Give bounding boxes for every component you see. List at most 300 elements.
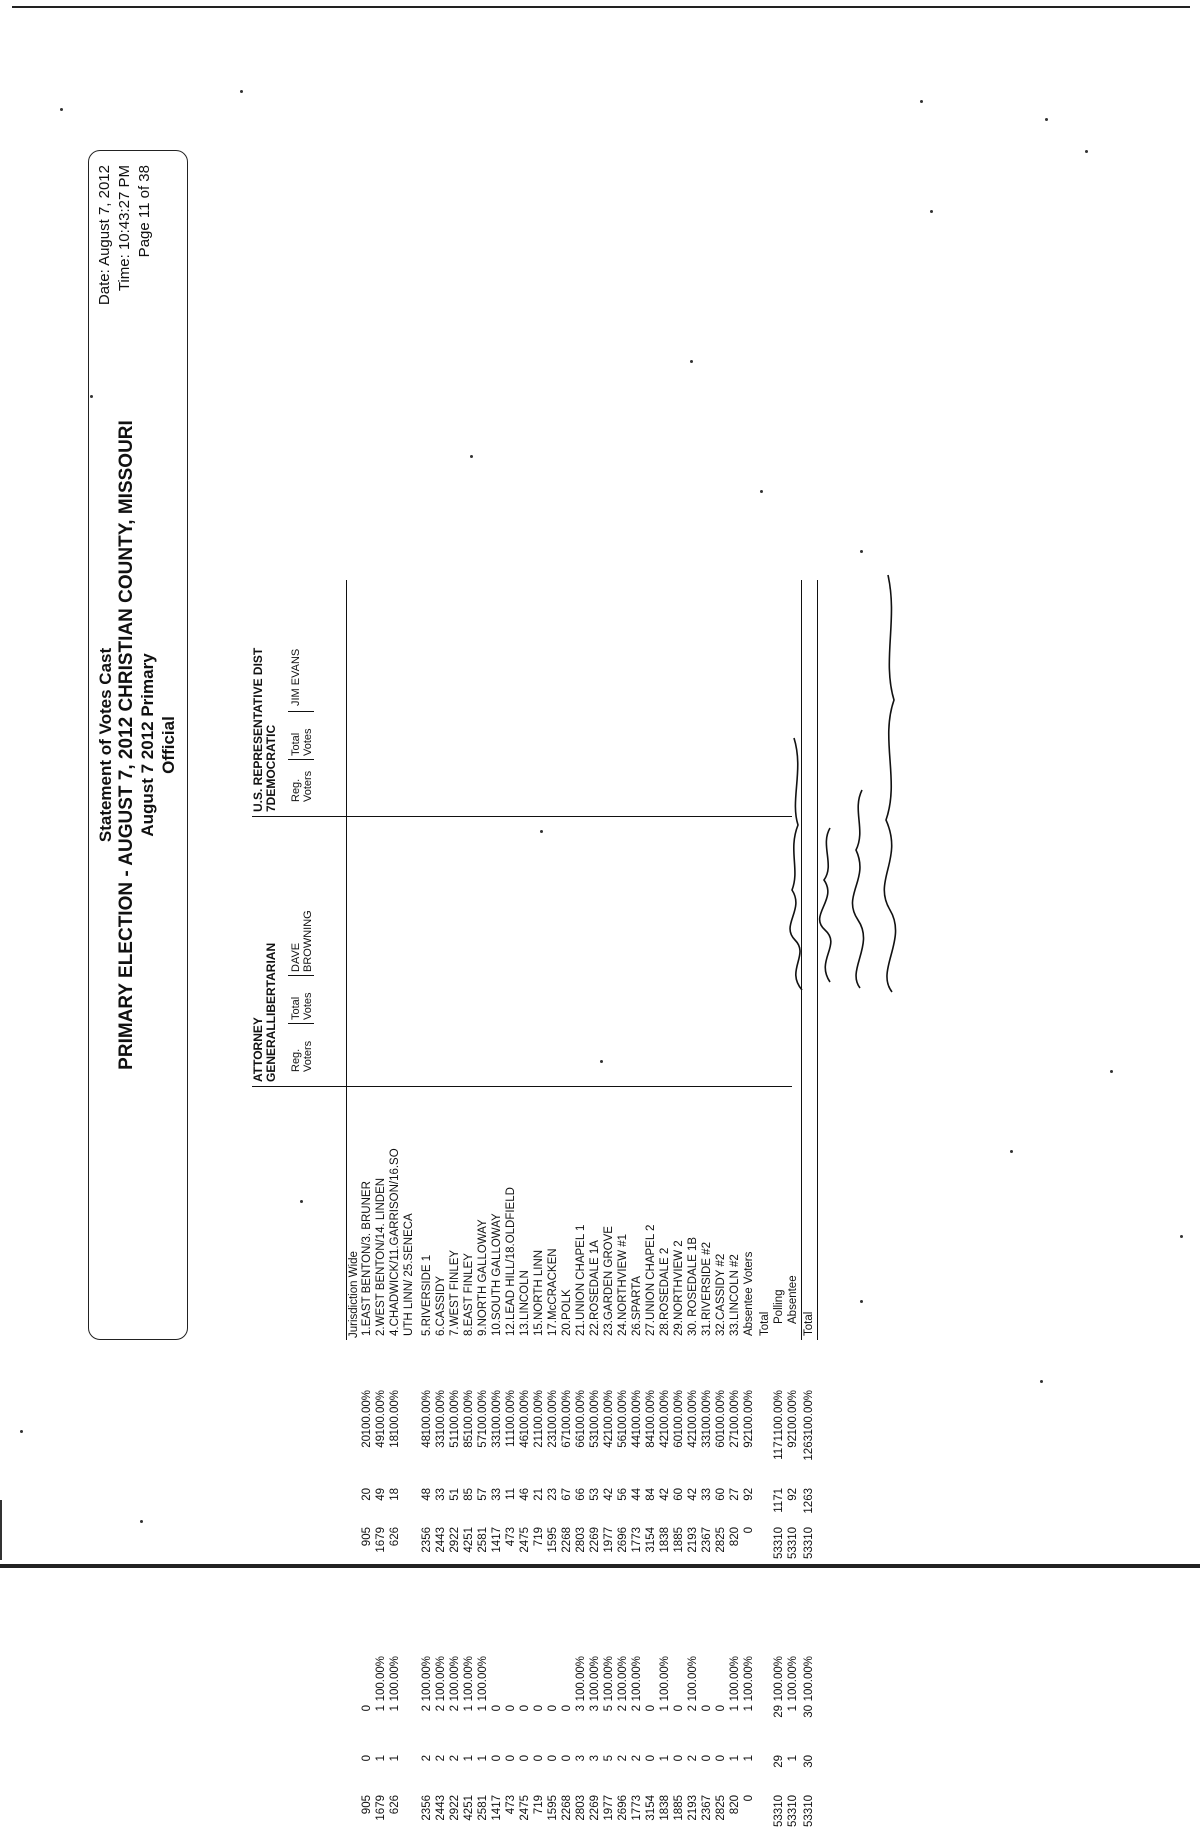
col-divider [288, 1023, 314, 1024]
cell-r1: 719 [533, 1795, 545, 1815]
jurisdiction-name: 22.ROSEDALE 1A [589, 1240, 601, 1336]
cell-t2: 57 [477, 1488, 489, 1501]
cell-t2: 56 [617, 1488, 629, 1501]
cell-t2: 42 [659, 1488, 671, 1501]
scan-border-bottom [0, 1564, 1200, 1568]
cell-c2: 56 [617, 1435, 629, 1448]
cell-p2: 100.00% [803, 1390, 815, 1436]
cell-p2: 100.00% [743, 1390, 755, 1436]
cell-c2: 42 [659, 1435, 671, 1448]
jurisdiction-name: UTH LINN/ 25.SENECA [403, 1213, 415, 1336]
cell-p1: 100.00% [729, 1656, 741, 1702]
cell-t1: 0 [533, 1755, 545, 1762]
cell-p2: 100.00% [435, 1390, 447, 1436]
cell-r2: 2475 [519, 1527, 531, 1553]
cell-r2: 4251 [463, 1527, 475, 1553]
cell-p2: 100.00% [701, 1390, 713, 1436]
cell-p1: 100.00% [375, 1656, 387, 1702]
cell-p1: 100.00% [687, 1656, 699, 1702]
jurisdiction-name: 2.WEST BENTON/14. LINDEN [375, 1177, 387, 1336]
scan-border-left [0, 1500, 2, 1560]
cell-r1: 53310 [773, 1795, 785, 1827]
cell-c2: 42 [603, 1435, 615, 1448]
cell-c1: 2 [449, 1705, 461, 1712]
cell-c2: 60 [673, 1435, 685, 1448]
cell-t2: 44 [631, 1488, 643, 1501]
jurisdiction-name: 28.ROSEDALE 2 [659, 1247, 671, 1336]
cell-r2: 1773 [631, 1527, 643, 1553]
cell-t1: 1 [743, 1755, 755, 1762]
jurisdiction-name: 29.NORTHVIEW 2 [673, 1240, 685, 1336]
cell-r1: 2356 [421, 1795, 433, 1821]
cell-c2: 1171 [773, 1435, 785, 1460]
scan-speck [1110, 1070, 1113, 1073]
col-divider [288, 759, 314, 760]
race2-reg-b: Voters [302, 770, 314, 802]
race1-total-b: Votes [302, 992, 314, 1020]
cell-p1: 100.00% [477, 1656, 489, 1702]
cell-t2: 85 [463, 1488, 475, 1501]
cell-r2: 2268 [561, 1527, 573, 1553]
cell-p2: 100.00% [533, 1390, 545, 1436]
cell-t2: 49 [375, 1488, 387, 1501]
cell-p1: 100.00% [617, 1656, 629, 1702]
cell-c1: 0 [701, 1705, 713, 1712]
cell-t1: 1 [787, 1755, 799, 1762]
cell-p2: 100.00% [603, 1390, 615, 1436]
jurisdiction-name: 5.RIVERSIDE 1 [421, 1254, 433, 1336]
race2-reg-a: Reg. [290, 778, 302, 802]
cell-p2: 100.00% [491, 1390, 503, 1436]
cell-p2: 100.00% [547, 1390, 559, 1436]
signature-3 [852, 790, 863, 988]
cell-p2: 100.00% [617, 1390, 629, 1436]
cell-p2: 100.00% [575, 1390, 587, 1436]
jurisdiction-name: 23.GARDEN GROVE [603, 1226, 615, 1336]
cell-c1: 29 [773, 1705, 785, 1718]
cell-c1: 0 [361, 1705, 373, 1712]
cell-t2: 53 [589, 1488, 601, 1501]
race2-title-b: 7DEMOCRATIC [264, 724, 278, 812]
cell-c2: 46 [519, 1435, 531, 1448]
cell-p2: 100.00% [389, 1390, 401, 1436]
cell-t1: 2 [435, 1755, 447, 1762]
signature-4 [884, 575, 895, 992]
cell-t2: 23 [547, 1488, 559, 1501]
election-subtitle: August 7 2012 Primary [138, 653, 157, 837]
cell-p1: 100.00% [803, 1656, 815, 1702]
cell-c2: 57 [477, 1435, 489, 1448]
jurisdiction-name: 26.SPARTA [631, 1275, 643, 1336]
cell-p1: 100.00% [421, 1656, 433, 1702]
cell-t2: 92 [787, 1488, 799, 1501]
jurisdiction-text: Jurisdiction Wide [348, 1251, 360, 1338]
cell-t2: 33 [491, 1488, 503, 1501]
cell-c2: 60 [715, 1435, 727, 1448]
cell-t1: 0 [561, 1755, 573, 1762]
cell-c1: 1 [463, 1705, 475, 1712]
cell-r1: 2367 [701, 1795, 713, 1821]
jurisdiction-name: 27.UNION CHAPEL 2 [645, 1224, 657, 1336]
cell-c1: 1 [743, 1705, 755, 1712]
cell-p1: 100.00% [449, 1656, 461, 1702]
cell-c1: 0 [519, 1705, 531, 1712]
cell-r1: 1977 [603, 1795, 615, 1821]
cell-p2: 100.00% [645, 1390, 657, 1436]
cell-c1: 0 [505, 1705, 517, 1712]
cell-t2: 21 [533, 1488, 545, 1501]
cell-p2: 100.00% [421, 1390, 433, 1436]
cell-r2: 473 [505, 1527, 517, 1547]
scan-speck [20, 1430, 23, 1433]
cell-t1: 2 [617, 1755, 629, 1762]
jurisdiction-name: 17.McCRACKEN [547, 1248, 559, 1336]
jurisdiction-name: 33.LINCOLN #2 [729, 1254, 741, 1336]
col-divider [288, 711, 314, 712]
cell-r1: 4251 [463, 1795, 475, 1821]
cell-r2: 626 [389, 1527, 401, 1547]
cell-r1: 1773 [631, 1795, 643, 1821]
cell-c1: 1 [787, 1705, 799, 1712]
cell-p2: 100.00% [687, 1390, 699, 1436]
cell-r2: 2193 [687, 1527, 699, 1553]
cell-t2: 92 [743, 1488, 755, 1501]
cell-t1: 0 [673, 1755, 685, 1762]
scan-speck [1010, 1150, 1013, 1153]
race1-total-a: Total [290, 996, 302, 1020]
jurisdiction-name: Polling [773, 1289, 785, 1324]
cell-t1: 1 [729, 1755, 741, 1762]
jurisdiction-name: 4.CHADWICK/11.GARRISON/16.SO [389, 1148, 401, 1336]
jurisdiction-name: Total [759, 1311, 771, 1336]
cell-r1: 2696 [617, 1795, 629, 1821]
cell-r2: 719 [533, 1527, 545, 1547]
cell-t2: 1171 [773, 1488, 785, 1513]
cell-t2: 84 [645, 1488, 657, 1501]
cell-t2: 46 [519, 1488, 531, 1501]
cell-r1: 2269 [589, 1795, 601, 1821]
cell-c2: 20 [361, 1435, 373, 1448]
cell-r1: 2922 [449, 1795, 461, 1821]
jurisdiction-name: 30. ROSEDALE 1B [687, 1236, 699, 1336]
cell-p2: 100.00% [375, 1390, 387, 1436]
cell-p2: 100.00% [505, 1390, 517, 1436]
cell-t2: 27 [729, 1488, 741, 1501]
cell-c2: 27 [729, 1435, 741, 1448]
race1-title-a: ATTORNEY [251, 1017, 265, 1082]
cell-t1: 30 [803, 1755, 815, 1768]
col-divider [288, 975, 314, 976]
cell-r1: 1838 [659, 1795, 671, 1821]
cell-p2: 100.00% [463, 1390, 475, 1436]
cell-c1: 0 [561, 1705, 573, 1712]
cell-c2: 11 [505, 1435, 517, 1447]
race1-title-b: GENERALLIBERTARIAN [264, 942, 278, 1082]
official-label: Official [159, 716, 178, 774]
cell-t1: 3 [575, 1755, 587, 1762]
cell-p2: 100.00% [729, 1390, 741, 1436]
cell-r2: 820 [729, 1527, 741, 1547]
scan-speck [60, 108, 63, 111]
cell-r1: 2825 [715, 1795, 727, 1821]
cell-p2: 100.00% [659, 1390, 671, 1436]
report-title: Statement of Votes Cast [96, 647, 115, 843]
cell-r1: 2475 [519, 1795, 531, 1821]
cell-t1: 1 [477, 1755, 489, 1762]
cell-p1: 100.00% [575, 1656, 587, 1702]
cell-r2: 1838 [659, 1527, 671, 1553]
cell-t2: 66 [575, 1488, 587, 1501]
scan-speck [1085, 150, 1088, 153]
cell-r2: 53310 [787, 1527, 799, 1559]
cell-c2: 33 [435, 1435, 447, 1448]
cell-r2: 0 [743, 1527, 755, 1534]
cell-c2: 42 [687, 1435, 699, 1448]
cell-c1: 0 [547, 1705, 559, 1712]
cell-r1: 2443 [435, 1795, 447, 1821]
cell-p2: 100.00% [589, 1390, 601, 1436]
cell-r2: 2803 [575, 1527, 587, 1553]
cell-p1: 100.00% [463, 1656, 475, 1702]
cell-c1: 0 [491, 1705, 503, 1712]
cell-t2: 60 [715, 1488, 727, 1501]
scan-speck [140, 1520, 143, 1523]
cell-p2: 100.00% [449, 1390, 461, 1436]
cell-t2: 42 [603, 1488, 615, 1501]
cell-r2: 2443 [435, 1527, 447, 1553]
cell-c2: 84 [645, 1435, 657, 1448]
cell-p1: 100.00% [389, 1656, 401, 1702]
cell-p1: 100.00% [787, 1656, 799, 1702]
rotated-report [80, 150, 940, 1827]
cell-c2: 92 [787, 1435, 799, 1448]
cell-r1: 905 [361, 1795, 373, 1815]
scan-border-top [12, 6, 1190, 8]
cell-r2: 53310 [773, 1527, 785, 1559]
cell-r2: 2825 [715, 1527, 727, 1553]
jurisdiction-name: 7.WEST FINLEY [449, 1249, 461, 1336]
cell-c2: 48 [421, 1435, 433, 1448]
jurisdiction-name: 10.SOUTH GALLOWAY [491, 1213, 503, 1336]
cell-t2: 33 [435, 1488, 447, 1501]
cell-r2: 2356 [421, 1527, 433, 1553]
cell-c2: 67 [561, 1435, 573, 1448]
jurisdiction-name: 21.UNION CHAPEL 1 [575, 1224, 587, 1336]
report-title-block [95, 151, 179, 1339]
cell-t1: 0 [715, 1755, 727, 1762]
cell-t2: 42 [687, 1488, 699, 1501]
report-meta [95, 165, 155, 305]
election-name: PRIMARY ELECTION - AUGUST 7, 2012 CHRISTIAN COUNTY, MISSOURI [116, 420, 137, 1070]
cell-t1: 1 [389, 1755, 401, 1762]
report-date: Date: August 7, 2012 [96, 165, 113, 306]
cell-t1: 0 [701, 1755, 713, 1762]
cell-p2: 100.00% [631, 1390, 643, 1436]
cell-p1: 100.00% [659, 1656, 671, 1702]
cell-t2: 60 [673, 1488, 685, 1501]
cell-r2: 2269 [589, 1527, 601, 1553]
cell-t2: 48 [421, 1488, 433, 1501]
cell-p2: 100.00% [561, 1390, 573, 1436]
cell-c1: 5 [603, 1705, 615, 1712]
jurisdiction-name: 20.POLK [561, 1289, 573, 1336]
scan-speck [1180, 1235, 1183, 1238]
cell-r2: 1679 [375, 1527, 387, 1553]
cell-t1: 2 [421, 1755, 433, 1762]
cell-t1: 0 [491, 1755, 503, 1762]
cell-r1: 473 [505, 1795, 517, 1815]
cell-p2: 100.00% [477, 1390, 489, 1436]
cell-r2: 2581 [477, 1527, 489, 1553]
cell-r2: 2922 [449, 1527, 461, 1553]
jurisdiction-name: 12.LEAD HILL/18.OLDFIELD [505, 1187, 517, 1336]
cell-c2: 85 [463, 1435, 475, 1448]
candidate1-a: DAVE [290, 942, 302, 972]
candidate2: JIM EVANS [290, 648, 302, 706]
cell-c2: 49 [375, 1435, 387, 1448]
jurisdiction-name: Absentee Voters [743, 1251, 755, 1336]
cell-t1: 0 [645, 1755, 657, 1762]
cell-t1: 2 [631, 1755, 643, 1762]
cell-r2: 1595 [547, 1527, 559, 1553]
cell-t2: 33 [701, 1488, 713, 1501]
cell-r1: 820 [729, 1795, 741, 1815]
cell-c1: 2 [687, 1705, 699, 1712]
cell-c1: 0 [645, 1705, 657, 1712]
cell-c1: 1 [375, 1705, 387, 1712]
cell-c2: 21 [533, 1435, 545, 1448]
cell-c1: 1 [729, 1705, 741, 1712]
cell-p2: 100.00% [773, 1390, 785, 1436]
cell-p2: 100.00% [715, 1390, 727, 1436]
cell-c2: 51 [449, 1435, 461, 1448]
cell-t2: 1263 [803, 1488, 815, 1514]
cell-p2: 100.00% [673, 1390, 685, 1436]
cell-t2: 11 [505, 1488, 517, 1500]
cell-r2: 1417 [491, 1527, 503, 1553]
cell-c1: 0 [533, 1705, 545, 1712]
cell-p2: 100.00% [361, 1390, 373, 1436]
jurisdiction-name: Total [803, 1311, 815, 1336]
cell-c1: 1 [389, 1705, 401, 1712]
candidate1-b: BROWNING [302, 910, 314, 972]
cell-c2: 33 [701, 1435, 713, 1448]
cell-r1: 626 [389, 1795, 401, 1815]
cell-r2: 1885 [673, 1527, 685, 1553]
cell-c2: 92 [743, 1435, 755, 1448]
cell-r1: 2803 [575, 1795, 587, 1821]
cell-c1: 0 [715, 1705, 727, 1712]
race1-reg-b: Voters [302, 1040, 314, 1072]
cell-r1: 2193 [687, 1795, 699, 1821]
col-divider [252, 816, 792, 817]
cell-t1: 1 [375, 1755, 387, 1762]
cell-r2: 53310 [803, 1527, 815, 1559]
cell-p1: 100.00% [435, 1656, 447, 1702]
cell-p1: 100.00% [589, 1656, 601, 1702]
cell-c1: 2 [617, 1705, 629, 1712]
cell-r1: 3154 [645, 1795, 657, 1821]
jurisdiction-name: 6.CASSIDY [435, 1275, 447, 1336]
cell-c1: 3 [589, 1705, 601, 1712]
signatures [780, 500, 950, 1000]
cell-r1: 1885 [673, 1795, 685, 1821]
jurisdiction-name: 31.RIVERSIDE #2 [701, 1242, 713, 1336]
cell-t1: 29 [773, 1755, 785, 1768]
race2-total-a: Total [290, 732, 302, 756]
header-rule [346, 580, 347, 1340]
cell-t1: 3 [589, 1755, 601, 1762]
cell-r1: 2581 [477, 1795, 489, 1821]
cell-c1: 0 [673, 1705, 685, 1712]
cell-t1: 5 [603, 1755, 615, 1762]
jurisdiction-name: 13.LINCOLN [519, 1270, 531, 1336]
cell-c1: 2 [435, 1705, 447, 1712]
cell-c1: 1 [659, 1705, 671, 1712]
cell-t1: 0 [361, 1755, 373, 1762]
cell-c2: 23 [547, 1435, 559, 1448]
report-time: Time: 10:43:27 PM [116, 165, 133, 292]
cell-t2: 51 [449, 1488, 461, 1501]
cell-t2: 20 [361, 1488, 373, 1501]
signature-2 [820, 828, 831, 982]
page-number: Page 11 of 38 [136, 165, 153, 258]
cell-r1: 53310 [787, 1795, 799, 1827]
cell-r1: 53310 [803, 1795, 815, 1827]
cell-p2: 100.00% [519, 1390, 531, 1436]
cell-c2: 1263 [803, 1435, 815, 1461]
cell-c1: 3 [575, 1705, 587, 1712]
jurisdiction-name: 9.NORTH GALLOWAY [477, 1219, 489, 1336]
cell-t1: 0 [547, 1755, 559, 1762]
cell-c2: 33 [491, 1435, 503, 1448]
signature-1 [790, 738, 802, 990]
jurisdiction-name: 24.NORTHVIEW #1 [617, 1233, 629, 1336]
jurisdiction-name: 8.EAST FINLEY [463, 1253, 475, 1336]
col-divider [252, 1086, 792, 1087]
scan-speck [1040, 1380, 1043, 1383]
cell-t1: 1 [463, 1755, 475, 1762]
race2-title-a: U.S. REPRESENTATIVE DIST [251, 647, 265, 812]
cell-r2: 2367 [701, 1527, 713, 1553]
cell-r1: 1679 [375, 1795, 387, 1821]
race2-total-b: Votes [302, 728, 314, 756]
cell-r1: 1595 [547, 1795, 559, 1821]
scan-speck [240, 90, 243, 93]
cell-c2: 18 [389, 1435, 401, 1448]
cell-t1: 2 [449, 1755, 461, 1762]
scan-speck [1045, 118, 1048, 121]
cell-t1: 0 [519, 1755, 531, 1762]
cell-c1: 2 [421, 1705, 433, 1712]
cell-t1: 0 [505, 1755, 517, 1762]
cell-p1: 100.00% [773, 1656, 785, 1702]
cell-c2: 53 [589, 1435, 601, 1448]
cell-t2: 18 [389, 1488, 401, 1501]
cell-t2: 67 [561, 1488, 573, 1501]
cell-c2: 66 [575, 1435, 587, 1448]
cell-t1: 1 [659, 1755, 671, 1762]
cell-p1: 100.00% [631, 1656, 643, 1702]
cell-r2: 1977 [603, 1527, 615, 1553]
cell-r2: 3154 [645, 1527, 657, 1553]
cell-p1: 100.00% [603, 1656, 615, 1702]
cell-c2: 44 [631, 1435, 643, 1448]
cell-c1: 30 [803, 1705, 815, 1718]
cell-p2: 100.00% [787, 1390, 799, 1436]
cell-r2: 2696 [617, 1527, 629, 1553]
cell-r1: 0 [743, 1795, 755, 1802]
